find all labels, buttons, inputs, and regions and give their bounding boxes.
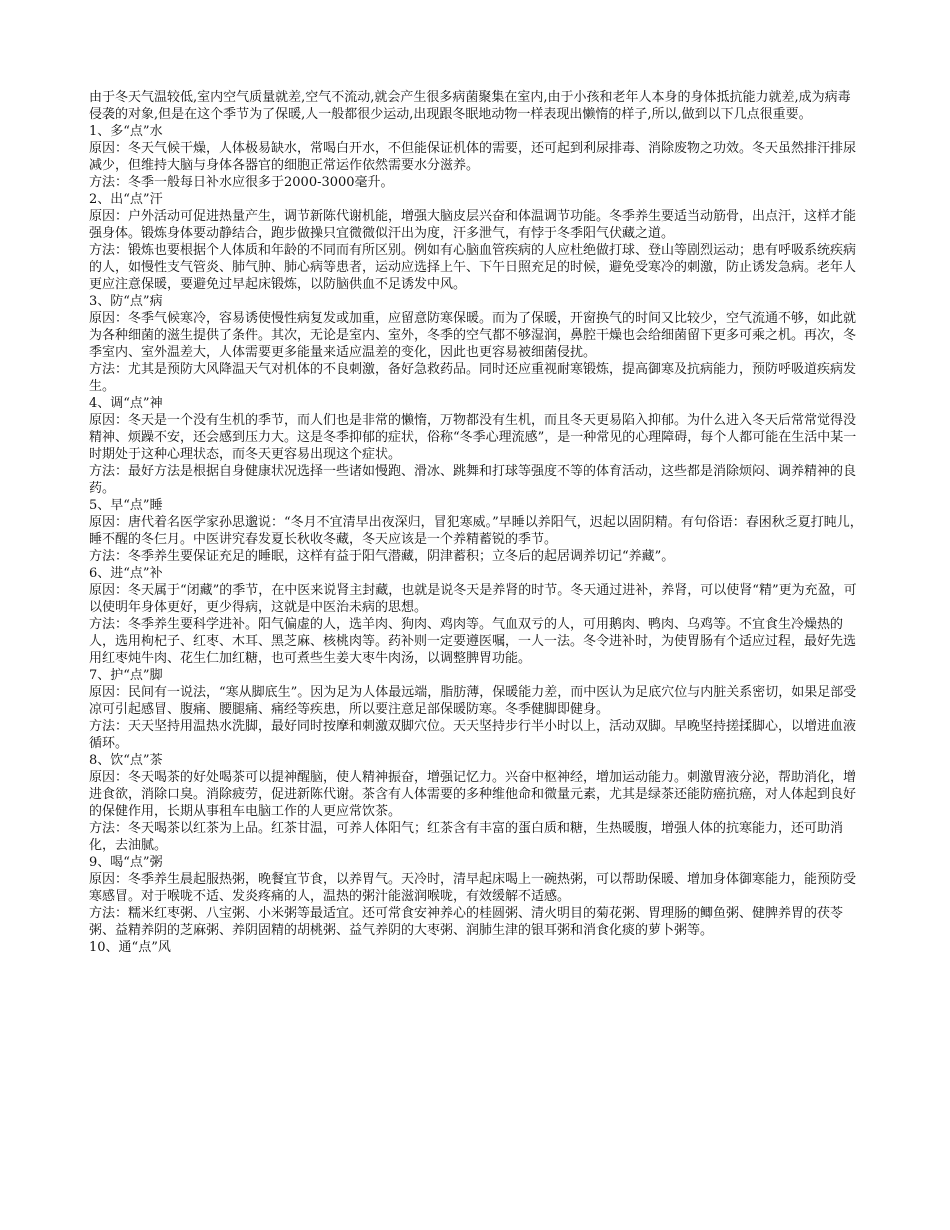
section-paragraph: 方法：冬季养生要保证充足的睡眠，这样有益于阳气潜藏，阴津蓄积；立冬后的起居调养切记“养藏”。: [89, 549, 675, 564]
section-paragraph: 原因：冬季养生晨起服热粥，晚餐宜节食，以养胃气。天冷时，清早起床喝上一碗热粥，可以帮助保暖、增加身体御寒能力，能预防受寒感冒。对于喉咙不适、发炎疼痛的人，温热的粥汁能滋润喉咙，有效缓解不适感。: [89, 872, 857, 904]
section-paragraph: 方法：尤其是预防大风降温天气对机体的不良刺激，备好急救药品。同时还应重视耐寒锻炼，提高御寒及抗病能力，预防呼吸道疾病发生。: [89, 362, 857, 394]
section-heading: 4、调“点”神: [89, 396, 163, 411]
section-paragraph: 方法：冬天喝茶以红茶为上品。红茶甘温，可养人体阳气；红茶含有丰富的蛋白质和糖，生热暖腹，增强人体的抗寒能力，还可助消化，去油腻。: [89, 821, 844, 853]
section-paragraph: 原因：冬天气候干燥，人体极易缺水，常喝白开水，不但能保证机体的需要，还可起到利尿排毒、消除废物之功效。冬天虽然排汗排尿减少，但维持大脑与身体各器官的细胞正常运作依然需要水分滋养。: [89, 141, 857, 173]
section-paragraph: 原因：冬天是一个没有生机的季节，而人们也是非常的懒惰，万物都没有生机，而且冬天更易陷入抑郁。为什么进入冬天后常常觉得没精神、烦躁不安，还会感到压力大。这是冬季抑郁的症状，俗称“冬季心理流感”，是一种常见的心理障碍，每个人都可能在生活中某一时期处于这种心理状态，而冬天更容易出现这个症状。: [89, 413, 857, 462]
section-paragraph: 原因：冬季气候寒冷，容易诱使慢性病复发或加重，应留意防寒保暖。而为了保暖，开窗换气的时间又比较少，空气流通不够，如此就为各种细菌的滋生提供了条件。其次，无论是室内、室外，冬季的空气都不够湿润，鼻腔干燥也会给细菌留下更多可乘之机。再次，冬季室内、室外温差大，人体需要更多能量来适应温差的变化，因此也更容易被细菌侵扰。: [89, 311, 857, 360]
section-heading: 6、进“点”补: [89, 566, 163, 581]
section-paragraph: 方法：糯米红枣粥、八宝粥、小米粥等最适宜。还可常食安神养心的桂圆粥、清火明目的菊花粥、胃理肠的鲫鱼粥、健脾养胃的茯苓粥、益精养阴的芝麻粥、养阴固精的胡桃粥、益气养阴的大枣粥、润肺生津的银耳粥和消食化痰的萝卜粥等。: [89, 906, 844, 938]
document-page: [89, 89, 863, 956]
section-paragraph: 原因：民间有一说法，“寒从脚底生”。因为足为人体最远端，脂肪薄，保暖能力差，而中医认为足底穴位与内脏关系密切，如果足部受凉可引起感冒、腹痛、腰腿痛、痛经等疾患，所以要注意足部保暖防寒。冬季健脚即健身。: [89, 685, 857, 717]
section-paragraph: 原因：冬天喝茶的好处喝茶可以提神醒脑，使人精神振奋，增强记忆力。兴奋中枢神经，增加运动能力。刺激胃液分泌，帮助消化，增进食欲，消除口臭。消除疲劳，促进新陈代谢。茶含有人体需要的多种维他命和微量元素，尤其是绿茶还能防癌抗癌，对人体起到良好的保健作用，长期从事租车电脑工作的人更应常饮茶。: [89, 770, 857, 819]
section-paragraph: 原因：户外活动可促进热量产生，调节新陈代谢机能，增强大脑皮层兴奋和体温调节功能。冬季养生要适当动筋骨，出点汗，这样才能强身体。锻炼身体要动静结合，跑步做操只宜微微似汗出为度，汗多泄气，有悖于冬季阳气伏藏之道。: [89, 209, 857, 241]
section-heading: 8、饮“点”茶: [89, 753, 163, 768]
section-paragraph: 方法：最好方法是根据自身健康状况选择一些诸如慢跑、滑冰、跳舞和打球等强度不等的体育活动，这些都是消除烦闷、调养精神的良药。: [89, 464, 857, 496]
section-heading: 9、喝“点”粥: [89, 855, 163, 870]
section-paragraph: 方法：锻炼也要根据个人体质和年龄的不同而有所区别。例如有心脑血管疾病的人应杜绝做打球、登山等剧烈运动；患有呼吸系统疾病的人，如慢性支气管炎、肺气肿、肺心病等患者，运动应选择上午、下午日照充足的时候，避免受寒冷的刺激，防止诱发急病。老年人更应注意保暖，要避免过早起床锻炼，以防脑供血不足诱发中风。: [89, 243, 857, 292]
section-paragraph: 方法：冬季一般每日补水应很多于2000-3000毫升。: [89, 175, 394, 190]
section-heading: 5、早“点”睡: [89, 498, 163, 513]
section-paragraph: 方法：冬季养生要科学进补。阳气偏虚的人，选羊肉、狗肉、鸡肉等。气血双亏的人，可用鹅肉、鸭肉、乌鸡等。不宜食生冷燥热的人，选用枸杞子、红枣、木耳、黑芝麻、核桃肉等。药补则一定要遵医嘱，一人一法。冬令进补时，为使胃肠有个适应过程，最好先选用红枣炖牛肉、花生仁加红糖，也可煮些生姜大枣牛肉汤，以调整脾胃功能。: [89, 617, 857, 666]
section-heading: 10、通“点”风: [89, 940, 171, 955]
section-paragraph: 原因：冬天属于“闭藏”的季节，在中医来说肾主封藏，也就是说冬天是养肾的时节。冬天通过进补，养肾，可以使肾“精”更为充盈，可以使明年身体更好，更少得病，这就是中医治未病的思想。: [89, 583, 857, 615]
section-paragraph: 原因：唐代着名医学家孙思邈说：“冬月不宜清早出夜深归，冒犯寒威。”早睡以养阳气，迟起以固阴精。有句俗语：春困秋乏夏打盹儿，睡不醒的冬仨月。中医讲究春发夏长秋收冬藏，冬天应该是一个养精蓄锐的季节。: [89, 515, 863, 547]
section-heading: 7、护“点”脚: [89, 668, 163, 683]
intro-paragraph: 由于冬天气温较低,室内空气质量就差,空气不流动,就会产生很多病菌聚集在室内,由于小孩和老年人本身的身体抵抗能力就差,成为病毒侵袭的对象,但是在这个季节为了保暖,人一般都很少运动,出现跟冬眠地动物一样表现出懒惰的样子,所以,做到以下几点很重要。: [89, 90, 851, 122]
section-heading: 1、多“点”水: [89, 124, 163, 139]
section-paragraph: 方法：天天坚持用温热水洗脚，最好同时按摩和刺激双脚穴位。天天坚持步行半小时以上，活动双脚。早晚坚持搓揉脚心，以增进血液循环。: [89, 719, 857, 751]
section-heading: 2、出“点”汗: [89, 192, 163, 207]
section-heading: 3、防“点”病: [89, 294, 163, 309]
